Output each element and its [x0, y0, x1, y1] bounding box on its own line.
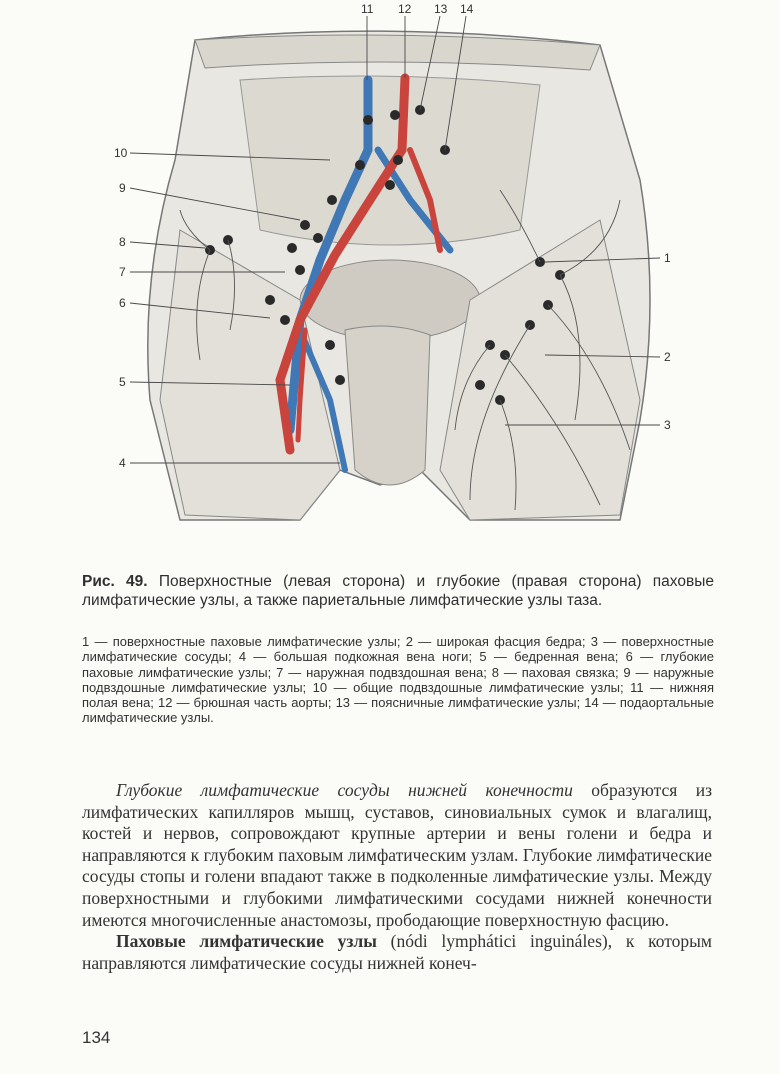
- callout-6: 6: [119, 296, 126, 310]
- figure-legend: 1 — поверхностные паховые лимфатические узлы; 2 — широкая фасция бедра; 3 — поверхностные лимфатические сосуды; 4 — большая подкожная вена ноги; 5 — бедренная вена; 6 — глубокие паховые лимфатические узлы; 7 — наружная подвздошная вена; 8 — паховая связка; 9 — наружные подвздошные лимфатические узлы; 10 — общие подвздошные лимфатические узлы; 11 — нижняя полая вена; 12 — брюшная часть аорты; 13 — поясничные лимфатические узлы; 14 — подаортальные лимфатические узлы.: [82, 634, 714, 726]
- paragraph-2-bold: Паховые лимфатические узлы: [116, 931, 377, 952]
- callout-5: 5: [119, 375, 126, 389]
- paragraph-1: [82, 780, 712, 931]
- page-number: 134: [82, 1028, 111, 1047]
- callout-12: 12: [398, 2, 412, 16]
- figure-caption-text: Поверхностные (левая сторона) и глубокие (правая сторона) паховые лимфатические узлы, а также париетальные лимфатические узлы таза.: [82, 573, 714, 609]
- genital-region: [345, 326, 430, 485]
- paragraph-1-italic: Глубокие лимфатические сосуды нижней конечности: [116, 780, 573, 800]
- callout-4: 4: [119, 456, 126, 470]
- callout-10: 10: [114, 146, 128, 160]
- callout-3: 3: [664, 418, 671, 432]
- callout-13: 13: [434, 2, 448, 16]
- figure-caption: [82, 572, 714, 610]
- callout-1: 1: [664, 251, 671, 265]
- callout-11: 11: [361, 2, 374, 16]
- paragraph-1-text: образуются из лимфатических капилляров мышц, суставов, синовиальных сумок и влагалищ, костей и нервов, сопровождают крупные артерии и вены голени и бедра и направляются к глубоким паховым лимфатическим узлам. Глубокие лимфатические сосуды стопы и голени впадают также в подколенные лимфатические узлы. Между поверхностными и глубокими лимфатическими сосудами нижней конечности имеются многочисленные анастомозы, прободающие поверхностную фасцию.: [82, 780, 712, 930]
- body-text: [82, 780, 712, 974]
- paragraph-2: [82, 931, 712, 974]
- callout-7: 7: [119, 265, 126, 279]
- figure-label: Рис. 49.: [82, 573, 148, 590]
- callout-14: 14: [460, 2, 474, 16]
- callout-2: 2: [664, 350, 671, 364]
- callout-8: 8: [119, 235, 126, 249]
- callout-9: 9: [119, 181, 126, 195]
- paragraph-2-text: (nódi lymphátici inguináles), к которым направляются лимфатические сосуды нижней конеч-: [82, 931, 712, 973]
